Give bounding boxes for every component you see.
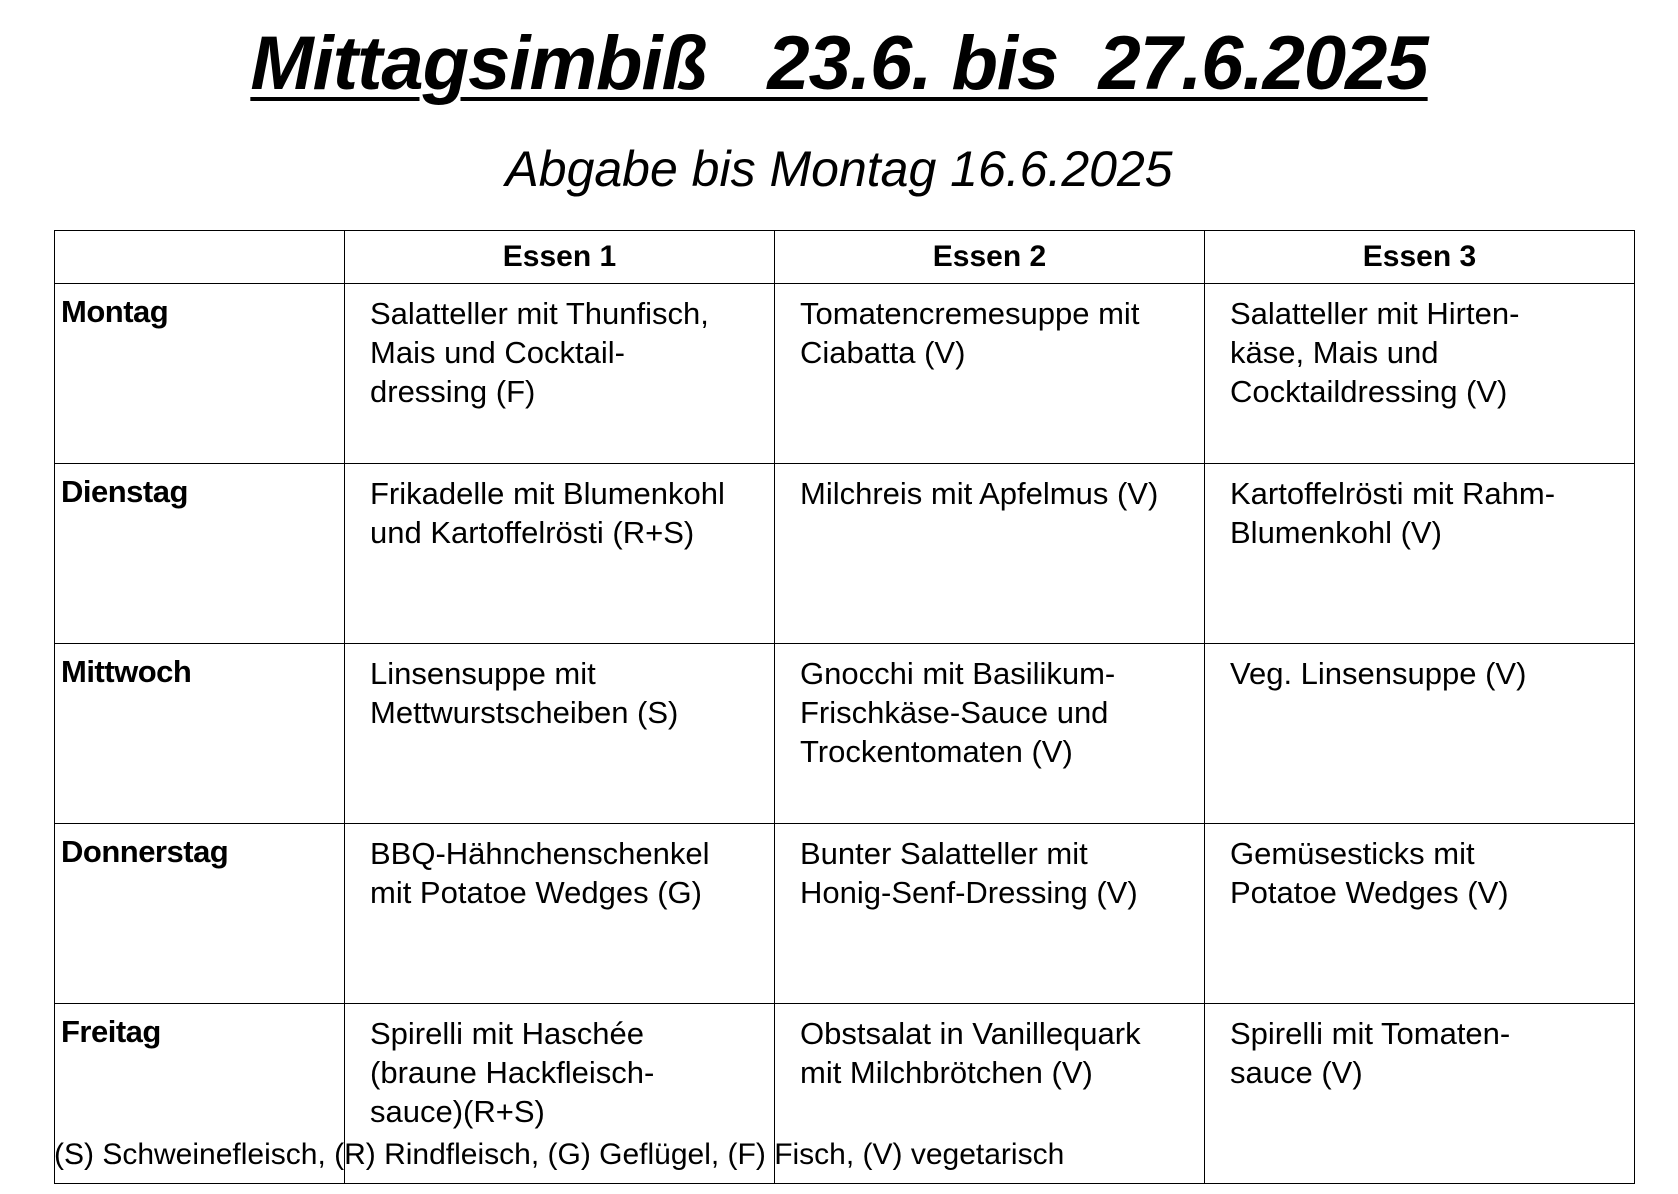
dish-cell-essen-1: Linsensuppe mit Mettwurstscheiben (S) — [345, 644, 775, 824]
dish-cell-essen-1: Salatteller mit Thunfisch, Mais und Cocktail- dressing (F) — [345, 284, 775, 464]
dish-cell-essen-2: Obstsalat in Vanillequark mit Milchbrötchen (V) — [775, 1004, 1205, 1184]
dish-cell-essen-1: Spirelli mit Haschée (braune Hackfleisch- sauce)(R+S) — [345, 1004, 775, 1184]
corner-cell — [55, 231, 345, 284]
table-row — [55, 824, 1635, 1004]
submission-deadline: Abgabe bis Montag 16.6.2025 — [505, 141, 1173, 197]
page-title: Mittagsimbiß 23.6. bis 27.6.2025 — [250, 21, 1428, 106]
dish-cell-essen-3: Gemüsesticks mit Potatoe Wedges (V) — [1205, 824, 1635, 1004]
table-row — [55, 644, 1635, 824]
dish-cell-essen-3: Kartoffelrösti mit Rahm- Blumenkohl (V) — [1205, 464, 1635, 644]
dish-cell-essen-2: Bunter Salatteller mit Honig-Senf-Dressing (V) — [775, 824, 1205, 1004]
dish-cell-essen-1: Frikadelle mit Blumenkohl und Kartoffelrösti (R+S) — [345, 464, 775, 644]
legend: (S) Schweinefleisch, (R) Rindfleisch, (G) Geflügel, (F) Fisch, (V) vegetarisch — [54, 1138, 1065, 1171]
dish-cell-essen-3: Veg. Linsensuppe (V) — [1205, 644, 1635, 824]
dish-cell-essen-1: BBQ-Hähnchenschenkel mit Potatoe Wedges (G) — [345, 824, 775, 1004]
day-label: Montag — [55, 284, 345, 464]
day-label: Dienstag — [55, 464, 345, 644]
dish-cell-essen-3: Spirelli mit Tomaten- sauce (V) — [1205, 1004, 1635, 1184]
day-label: Freitag — [55, 1004, 345, 1184]
dish-cell-essen-2: Tomatencremesuppe mit Ciabatta (V) — [775, 284, 1205, 464]
column-header-essen-3: Essen 3 — [1205, 231, 1635, 284]
dish-cell-essen-2: Milchreis mit Apfelmus (V) — [775, 464, 1205, 644]
dish-cell-essen-2: Gnocchi mit Basilikum- Frischkäse-Sauce und Trockentomaten (V) — [775, 644, 1205, 824]
day-label: Mittwoch — [55, 644, 345, 824]
table-row — [55, 284, 1635, 464]
column-header-essen-2: Essen 2 — [775, 231, 1205, 284]
menu-table — [54, 230, 1635, 1184]
column-header-essen-1: Essen 1 — [345, 231, 775, 284]
day-label: Donnerstag — [55, 824, 345, 1004]
dish-cell-essen-3: Salatteller mit Hirten- käse, Mais und Cocktaildressing (V) — [1205, 284, 1635, 464]
table-row — [55, 464, 1635, 644]
menu-body — [55, 284, 1635, 1184]
table-header-row — [55, 231, 1635, 284]
